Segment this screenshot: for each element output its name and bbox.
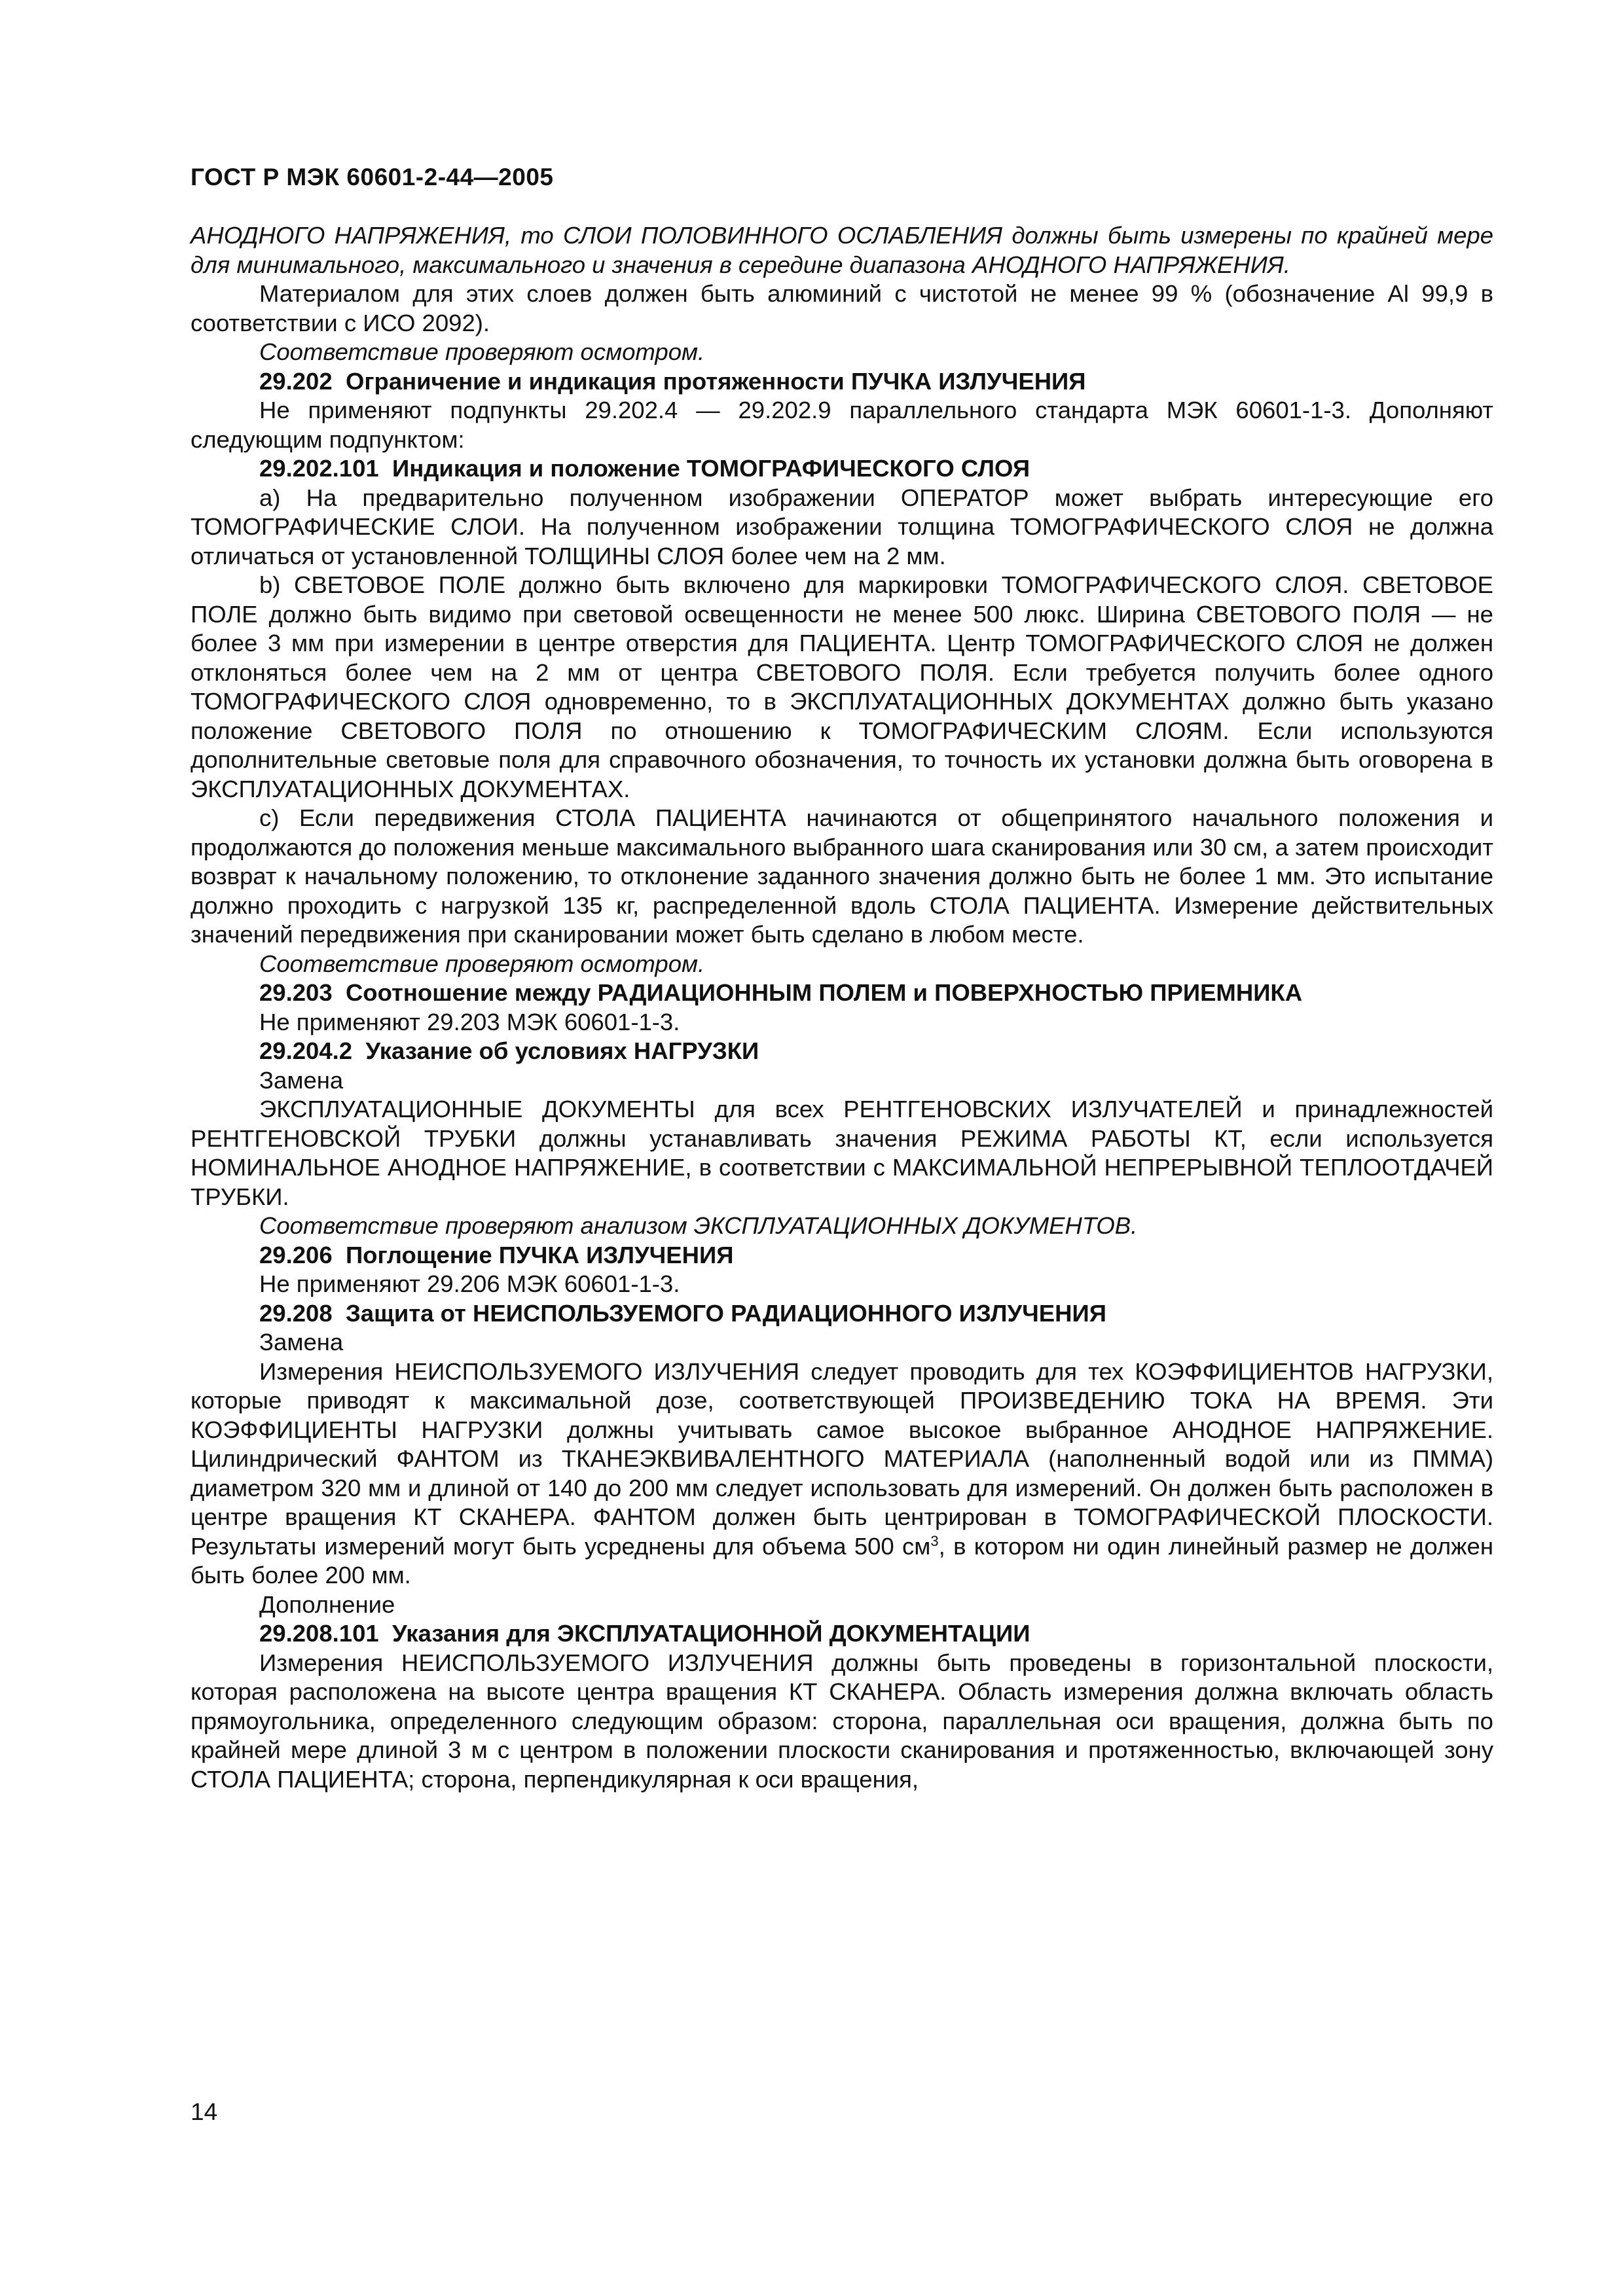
document-body — [191, 221, 1493, 1794]
section-number: 29.203 — [259, 979, 333, 1006]
section-number: 29.206 — [259, 1241, 333, 1268]
paragraph: ЭКСПЛУАТАЦИОННЫЕ ДОКУМЕНТЫ для всех РЕНТГЕНОВСКИХ ИЗЛУЧАТЕЛЕЙ и принадлежностей РЕНТГЕНОВСКОЙ ТРУБКИ должны устанавливать значения РЕЖИМА РАБОТЫ КТ, если используется НОМИНАЛЬНОЕ АНОДНОЕ НАПРЯЖЕНИЕ, в соответствии с МАКСИМАЛЬНОЙ НЕПРЕРЫВНОЙ ТЕПЛООТДАЧЕЙ ТРУБКИ. — [191, 1096, 1493, 1210]
compliance-note: Соответствие проверяют анализом ЭКСПЛУАТАЦИОННЫХ ДОКУМЕНТОВ. — [259, 1212, 1138, 1239]
section-heading — [191, 1299, 1493, 1329]
section-heading — [191, 1241, 1493, 1270]
section-title: Защита от НЕИСПОЛЬЗУЕМОГО РАДИАЦИОННОГО ИЗЛУЧЕНИЯ — [345, 1299, 1106, 1327]
document-header: ГОСТ Р МЭК 60601-2-44—2005 — [191, 164, 554, 190]
paragraph: Материалом для этих слоев должен быть алюминий с чистотой не менее 99 % (обозначение Al 99,9 в соответствии с ИСО 2092). — [191, 280, 1493, 336]
section-heading — [191, 1619, 1493, 1649]
compliance-note: Соответствие проверяют осмотром. — [259, 338, 705, 365]
superscript: 3 — [930, 1532, 939, 1549]
paragraph: Замена — [259, 1066, 344, 1094]
paragraph: Дополнение — [259, 1590, 395, 1618]
section-number: 29.204.2 — [259, 1037, 353, 1064]
section-title: Индикация и положение ТОМОГРАФИЧЕСКОГО СЛОЯ — [392, 455, 1030, 482]
paragraph: а) На предварительно полученном изображении ОПЕРАТОР может выбрать интересующие его ТОМОГРАФИЧЕСКИЕ СЛОИ. На полученном изображении толщина ТОМОГРАФИЧЕСКОГО СЛОЯ не должна отличаться от установленной ТОЛЩИНЫ СЛОЯ более чем на 2 мм. — [191, 484, 1493, 569]
section-number: 29.208 — [259, 1299, 333, 1327]
section-title: Ограничение и индикация протяженности ПУЧКА ИЗЛУЧЕНИЯ — [345, 367, 1086, 395]
section-title: Соотношение между РАДИАЦИОННЫМ ПОЛЕМ и ПОВЕРХНОСТЬЮ ПРИЕМНИКА — [345, 979, 1303, 1006]
section-number: 29.202 — [259, 367, 333, 395]
section-heading — [191, 454, 1493, 484]
compliance-note: Соответствие проверяют осмотром. — [259, 950, 705, 977]
paragraph: Замена — [259, 1329, 344, 1355]
page-number: 14 — [191, 2098, 218, 2125]
paragraph: с) Если передвижения СТОЛА ПАЦИЕНТА начинаются от общепринятого начального положения и продолжаются до положения меньше максимального выбранного шага сканирования или 30 см, а затем происходит возврат к начальному положению, то отклонение заданного значения должно быть не более 1 мм. Это испытание должно проходить с нагрузкой 135 кг, распределенной вдоль СТОЛА ПАЦИЕНТА. Измерение действительных значений передвижения при сканировании может быть сделано в любом месте. — [191, 804, 1493, 948]
section-heading — [191, 978, 1493, 1008]
section-title: Указание об условиях НАГРУЗКИ — [365, 1037, 759, 1064]
section-number: 29.202.101 — [259, 455, 379, 482]
paragraph: Измерения НЕИСПОЛЬЗУЕМОГО ИЗЛУЧЕНИЯ должны быть проведены в горизонтальной плоскости, которая расположена на высоте центра вращения КТ СКАНЕРА. Область измерения должна включать область прямоугольника, определенного следующим образом: сторона, параллельная оси вращения, должна быть по крайней мере длиной 3 м с центром в положении плоскости сканирования и протяженностью, включающей зону СТОЛА ПАЦИЕНТА; сторона, перпендикулярная к оси вращения, — [191, 1649, 1493, 1793]
section-title: Поглощение ПУЧКА ИЗЛУЧЕНИЯ — [345, 1241, 734, 1268]
section-number: 29.208.101 — [259, 1620, 379, 1647]
paragraph: Не применяют 29.206 МЭК 60601-1-3. — [259, 1270, 680, 1297]
paragraph-text: Измерения НЕИСПОЛЬЗУЕМОГО ИЗЛУЧЕНИЯ следует проводить для тех КОЭФФИЦИЕНТОВ НАГРУЗКИ, которые приводят к максимальной дозе, соответствующей ПРОИЗВЕДЕНИЮ ТОКА НА ВРЕМЯ. Эти КОЭФФИЦИЕНТЫ НАГРУЗКИ должны учитывать самое высокое выбранное АНОДНОЕ НАПРЯЖЕНИЕ. Цилиндрический ФАНТОМ из ТКАНЕЭКВИВАЛЕНТНОГО МАТЕРИАЛА (наполненный водой или из ПММА) диаметром 320 мм и длиной от 140 до 200 мм следует использовать для измерений. Он должен быть расположен в центре вращения КТ СКАНЕРА. ФАНТОМ должен быть центрирован в ТОМОГРАФИЧЕСКОЙ ПЛОСКОСТИ. Результаты измерений могут быть усреднены для объема 500 см — [191, 1357, 1493, 1560]
paragraph: АНОДНОГО НАПРЯЖЕНИЯ, то СЛОИ ПОЛОВИННОГО ОСЛАБЛЕНИЯ должны быть измерены по крайней мере для минимального, максимального и значения в середине диапазона АНОДНОГО НАПРЯЖЕНИЯ. — [191, 222, 1493, 278]
paragraph: Не применяют подпункты 29.202.4 — 29.202.9 параллельного стандарта МЭК 60601-1-3. Дополняют следующим подпунктом: — [191, 397, 1493, 453]
section-title: Указания для ЭКСПЛУАТАЦИОННОЙ ДОКУМЕНТАЦИИ — [392, 1620, 1030, 1647]
paragraph-text-end: , в котором ни один линейный размер не должен быть более 200 мм. — [191, 1532, 1494, 1588]
paragraph: b) СВЕТОВОЕ ПОЛЕ должно быть включено для маркировки ТОМОГРАФИЧЕСКОГО СЛОЯ. СВЕТОВОЕ ПОЛЕ должно быть видимо при световой освещенности не менее 500 люкс. Ширина СВЕТОВОГО ПОЛЯ — не более 3 мм при измерении в центре отверстия для ПАЦИЕНТА. Центр ТОМОГРАФИЧЕСКОГО СЛОЯ не должен отклоняться более чем на 2 мм от центра СВЕТОВОГО ПОЛЯ. Если требуется получить более одного ТОМОГРАФИЧЕСКОГО СЛОЯ одновременно, то в ЭКСПЛУАТАЦИОННЫХ ДОКУМЕНТАХ должно быть указано положение СВЕТОВОГО ПОЛЯ по отношению к ТОМОГРАФИЧЕСКИМ СЛОЯМ. Если используются дополнительные световые поля для справочного обозначения, то точность их установки должна быть оговорена в ЭКСПЛУАТАЦИОННЫХ ДОКУМЕНТАХ. — [191, 571, 1493, 802]
paragraph: Не применяют 29.203 МЭК 60601-1-3. — [259, 1008, 680, 1035]
section-heading — [191, 1037, 1493, 1066]
section-heading — [191, 367, 1493, 397]
paragraph — [191, 1357, 1493, 1590]
